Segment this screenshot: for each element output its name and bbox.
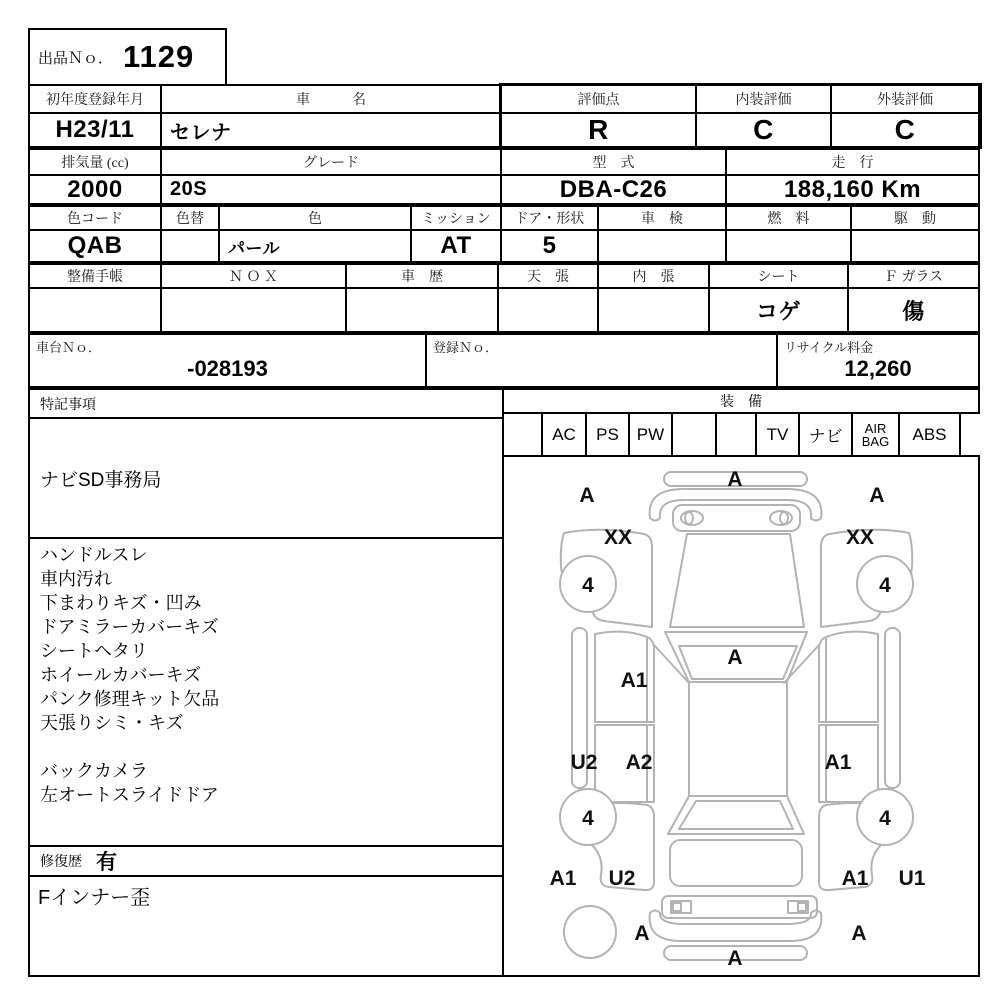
damage-marker: XX <box>845 526 875 549</box>
equipment-cell-ps: PS <box>587 414 630 455</box>
equipment-cell-abs: ABS <box>912 424 947 444</box>
first-reg-label: 初年度登録年月 <box>28 84 162 114</box>
exterior-grade-value: C <box>830 112 980 148</box>
tailgate <box>670 840 802 886</box>
chassis-no-label: 車台Ｎｏ． <box>36 340 102 355</box>
history-label: 車 歴 <box>345 263 499 289</box>
chassis-no-value: -028193 <box>187 356 268 381</box>
equipment-cell <box>504 414 543 455</box>
car-name-value: セレナ <box>160 112 502 148</box>
repair-history-value: 有 <box>96 851 117 874</box>
damage-marker: A1 <box>620 669 648 692</box>
car-top-view <box>504 457 978 975</box>
damage-marker: U1 <box>898 867 926 890</box>
lot-number-value: 1129 <box>123 39 195 74</box>
damage-marker: A1 <box>841 867 869 890</box>
equipment-cell-navi: ナビ <box>800 414 853 455</box>
right-rocker <box>885 628 900 788</box>
recycle-fee-value: 12,260 <box>844 356 912 381</box>
interior-grade-label: 内装評価 <box>695 84 832 114</box>
notes-header: 特記事項 <box>28 388 504 419</box>
condition-line: バックカメラ <box>40 761 148 781</box>
equipment-cell-airbag: AIR BAG <box>853 414 900 455</box>
color-change-label: 色替 <box>160 205 220 231</box>
damage-marker: A1 <box>549 867 577 890</box>
lot-number-box <box>28 28 227 86</box>
doors-label: ドア・形状 <box>500 205 599 231</box>
displacement-label: 排気量 (cc) <box>28 148 162 176</box>
recycle-fee-label: リサイクル料金 <box>784 340 874 355</box>
transmission-value: AT <box>410 229 502 263</box>
color-label: 色 <box>218 205 412 231</box>
service-book-label: 整備手帳 <box>28 263 162 289</box>
roof <box>689 682 787 796</box>
inspection-value <box>597 229 727 263</box>
damage-marker: 4 <box>879 574 891 597</box>
damage-marker: 4 <box>879 807 891 830</box>
doors-value: 5 <box>500 229 599 263</box>
damage-marker: A <box>727 646 743 669</box>
damage-marker: A <box>727 468 743 491</box>
exterior-grade-label: 外装評価 <box>830 84 980 114</box>
seat-label: シート <box>708 263 849 289</box>
damage-marker: A1 <box>824 751 852 774</box>
condition-line: ドアミラーカバーキズ <box>40 617 219 637</box>
front-glass-value: 傷 <box>847 287 980 333</box>
condition-line: 天張りシミ・キズ <box>40 713 184 733</box>
drive-value <box>850 229 980 263</box>
headliner-label: 天 張 <box>497 263 599 289</box>
condition-line: シートヘタリ <box>40 641 148 661</box>
equipment-row <box>502 412 961 457</box>
drive-label: 駆 動 <box>850 205 980 231</box>
inspection-label: 車 検 <box>597 205 727 231</box>
damage-marker: U2 <box>608 867 636 890</box>
damage-marker: A <box>634 922 650 945</box>
model-code-value: DBA-C26 <box>500 174 727 205</box>
history-value <box>345 287 499 333</box>
repair-history-row <box>28 845 504 877</box>
condition-line: パンク修理キット欠品 <box>40 689 220 709</box>
recycle-fee-cell <box>776 333 980 388</box>
damage-marker: A <box>727 947 743 970</box>
fuel-value <box>725 229 852 263</box>
rear-panel <box>662 896 817 918</box>
damage-marker: 4 <box>582 807 594 830</box>
damage-marker: A <box>579 484 595 507</box>
service-book-value <box>28 287 162 333</box>
equipment-cell <box>717 414 757 455</box>
first-reg-value: H23/11 <box>28 112 162 148</box>
grade-label: グレード <box>160 148 502 176</box>
right-front-door <box>819 632 878 722</box>
fuel-label: 燃 料 <box>725 205 852 231</box>
damage-marker: 4 <box>582 574 594 597</box>
spare-tire <box>564 906 616 958</box>
lot-number-label: 出品Ｎｏ． <box>38 50 114 67</box>
mileage-label: 走 行 <box>725 148 980 176</box>
chassis-no-cell <box>28 333 427 388</box>
damage-marker: A <box>869 484 885 507</box>
grade-value: 20S <box>160 174 502 205</box>
repair-note: Fインナー歪 <box>28 875 504 977</box>
equipment-cell-ac: AC <box>543 414 587 455</box>
reg-no-cell <box>425 333 778 388</box>
door-trim-label: 内 張 <box>597 263 710 289</box>
equipment-header: 装 備 <box>502 388 980 414</box>
mileage-value: 188,160 Km <box>725 174 980 205</box>
interior-grade-value: C <box>695 112 832 148</box>
rear-window-inner <box>679 801 793 829</box>
equipment-cell-pw: PW <box>630 414 673 455</box>
damage-marker: A2 <box>625 751 653 774</box>
reg-no-label: 登録Ｎｏ． <box>433 340 499 355</box>
seat-value: コゲ <box>708 287 849 333</box>
front-glass-label: Ｆ ガラス <box>847 263 980 289</box>
color-value: パール <box>218 229 412 263</box>
transmission-label: ミッション <box>410 205 502 231</box>
damage-marker: U2 <box>570 751 598 774</box>
repair-history-label: 修復歴 <box>40 855 82 870</box>
nox-value <box>160 287 347 333</box>
condition-line: ホイールカバーキズ <box>40 665 202 685</box>
damage-markers <box>550 468 926 970</box>
headliner-value <box>497 287 599 333</box>
color-change-value <box>160 229 220 263</box>
condition-line: 車内汚れ <box>40 569 112 589</box>
color-code-value: QAB <box>28 229 162 263</box>
equipment-cell <box>673 414 717 455</box>
damage-marker: XX <box>603 526 633 549</box>
rear-bumper <box>650 911 822 942</box>
office-note: ナビSD事務局 <box>28 417 504 539</box>
score-value: R <box>500 112 697 148</box>
damage-marker: A <box>851 922 867 945</box>
condition-line: 下まわりキズ・凹み <box>40 593 202 613</box>
car-name-label: 車 名 <box>160 84 502 114</box>
door-trim-value <box>597 287 710 333</box>
windshield <box>670 534 804 627</box>
displacement-value: 2000 <box>28 174 162 205</box>
model-code-label: 型 式 <box>500 148 727 176</box>
equipment-cell-tv: TV <box>757 414 800 455</box>
nox-label: Ｎ Ｏ Ｘ <box>160 263 347 289</box>
score-label: 評価点 <box>500 84 697 114</box>
damage-diagram <box>502 455 980 977</box>
condition-line: 左オートスライドドア <box>40 785 219 805</box>
color-code-label: 色コード <box>28 205 162 231</box>
condition-line: ハンドルスレ <box>40 545 148 565</box>
condition-list <box>28 537 504 847</box>
condition-line <box>40 735 492 759</box>
